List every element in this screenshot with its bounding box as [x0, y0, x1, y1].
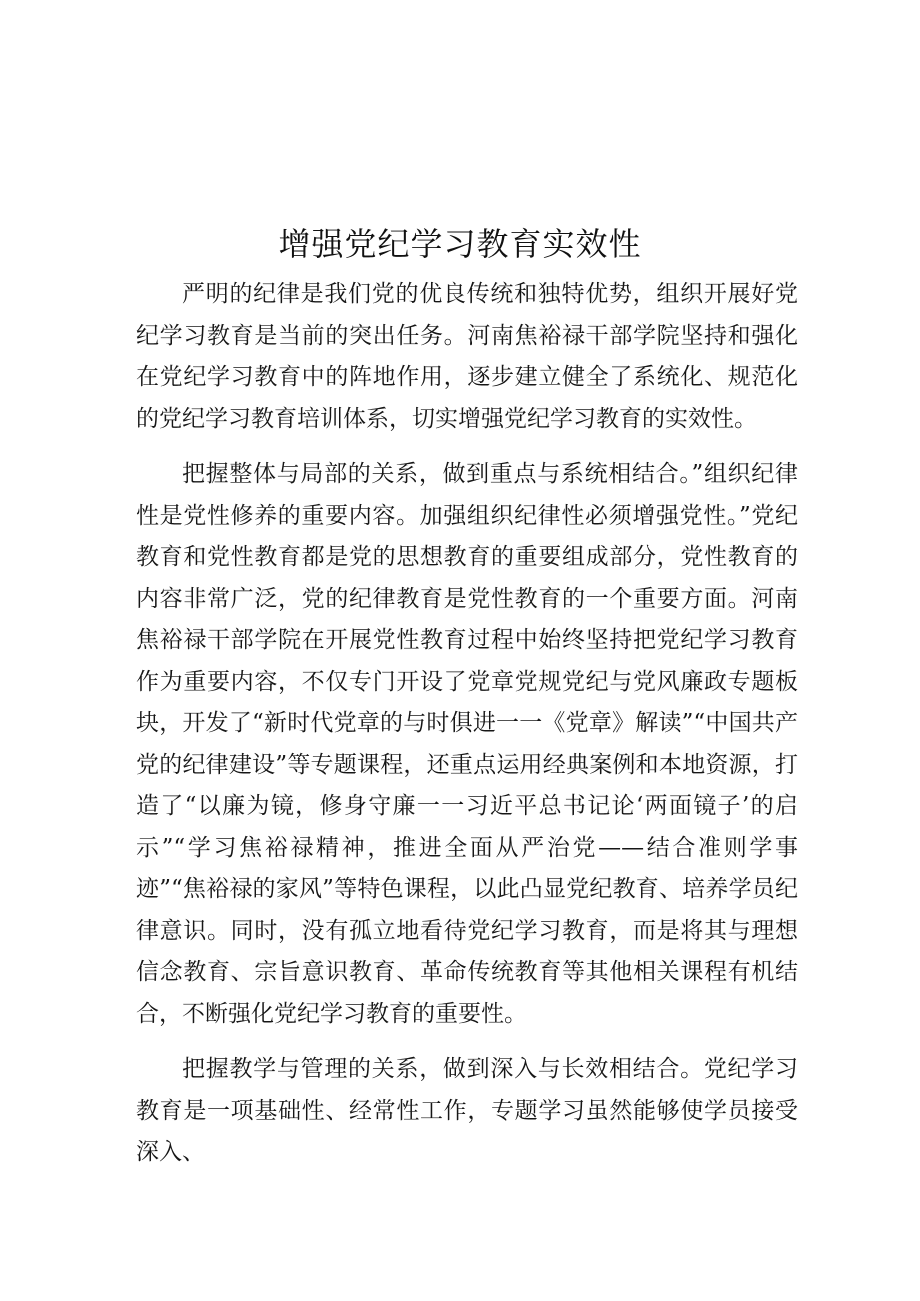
paragraph-teaching-and-management: 把握教学与管理的关系，做到深入与长效相结合。党纪学习教育是一项基础性、经常性工作，专题学习虽然能够使学员接受深入、 [136, 1056, 798, 1165]
document-title: 增强党纪学习教育实效性 [278, 225, 642, 263]
document-body [136, 274, 798, 1188]
paragraph-intro: 严明的纪律是我们党的优良传统和独特优势，组织开展好党纪学习教育是当前的突出任务。河南焦裕禄干部学院坚持和强化在党纪学习教育中的阵地作用，逐步建立健全了系统化、规范化的党纪学习教育培训体系，切实增强党纪学习教育的实效性。 [136, 281, 798, 432]
paragraph-whole-and-part: 把握整体与局部的关系，做到重点与系统相结合。”组织纪律性是党性修养的重要内容。加强组织纪律性必须增强党性。”党纪教育和党性教育都是党的思想教育的重要组成部分，党性教育的内容非常广泛，党的纪律教育是党性教育的一个重要方面。河南焦裕禄干部学院在开展党性教育过程中始终坚持把党纪学习教育作为重要内容，不仅专门开设了党章党规党纪与党风廉政专题板块，开发了“新时代党章的与时俱进一一《党章》解读”“中国共产党的纪律建设”等专题课程，还重点运用经典案例和本地资源，打造了“以廉为镜，修身守廉一一习近平总书记论‘两面镜子’的启示”“学习焦裕禄精神，推进全面从严治党——结合准则学事迹”“焦裕禄的家风”等特色课程，以此凸显党纪教育、培养学员纪律意识。同时，没有孤立地看待党纪学习教育，而是将其与理想信念教育、宗旨意识教育、革命传统教育等其他相关课程有机结合，不断强化党纪学习教育的重要性。 [136, 461, 798, 1027]
